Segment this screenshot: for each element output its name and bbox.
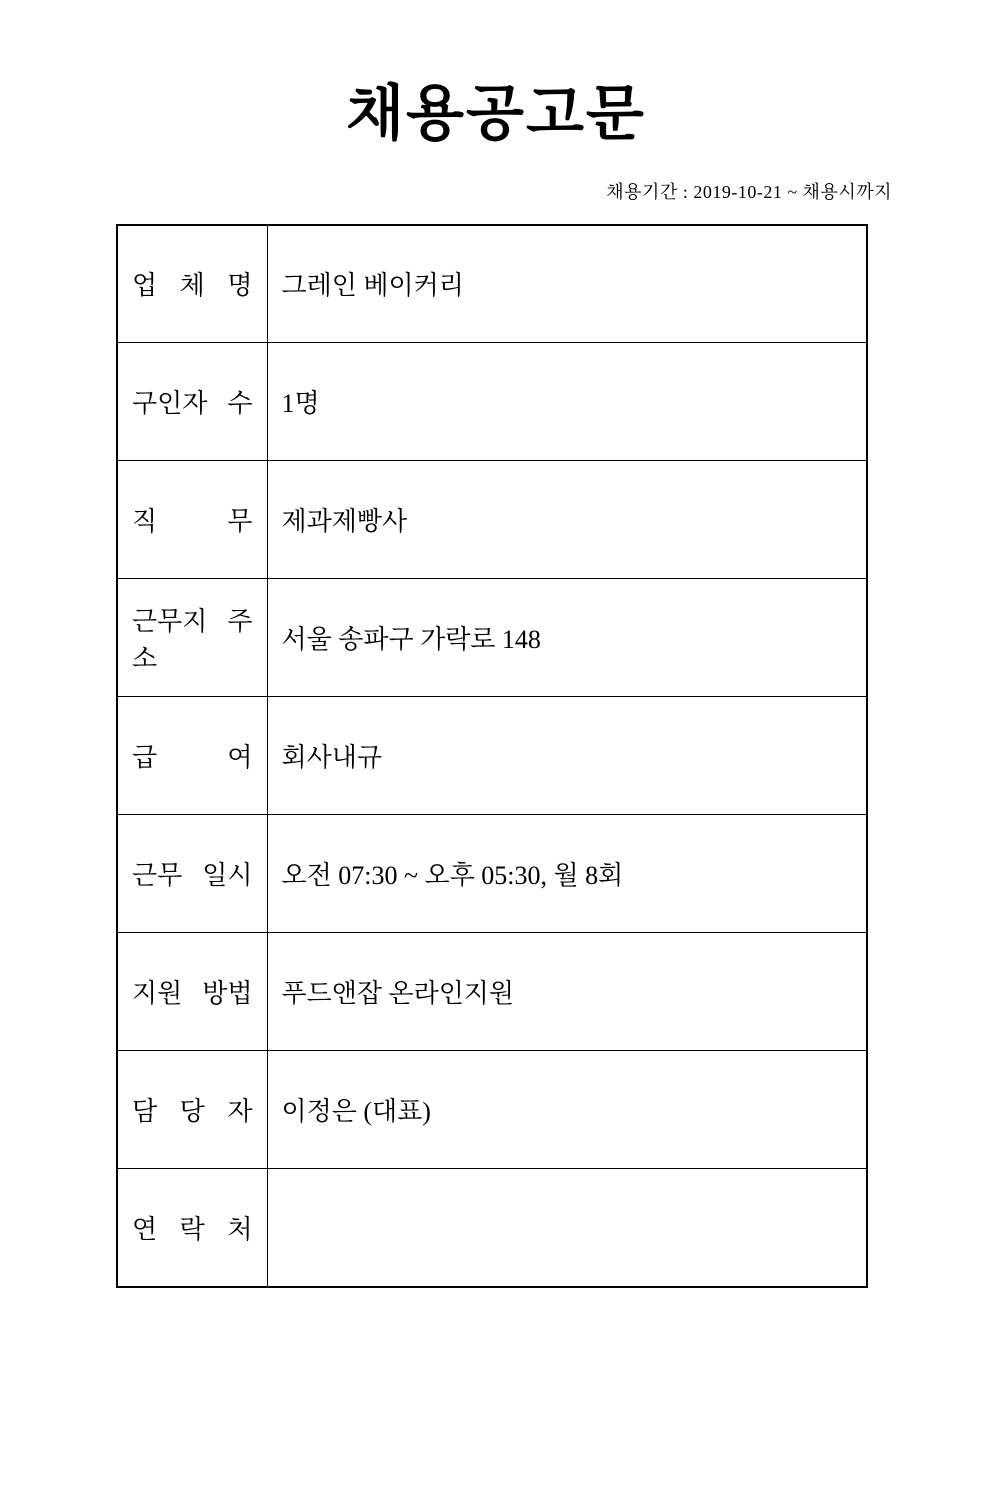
recruitment-period-text: 채용기간 : 2019-10-21 ~ 채용시까지 bbox=[606, 182, 892, 202]
row-value-application-method: 푸드앤잡 온라인지원 bbox=[267, 933, 867, 1051]
row-label-contact-person: 담 당 자 bbox=[117, 1051, 267, 1169]
row-value-headcount: 1명 bbox=[267, 343, 867, 461]
document-page bbox=[0, 81, 992, 1288]
row-value-contact-person: 이정은 (대표) bbox=[267, 1051, 867, 1169]
row-label-company-name: 업 체 명 bbox=[117, 225, 267, 343]
row-label-contact-info: 연 락 처 bbox=[117, 1169, 267, 1287]
row-value-company-name: 그레인 베이커리 bbox=[267, 225, 867, 343]
row-value-job-duty: 제과제빵사 bbox=[267, 461, 867, 579]
page-title: 채용공고문 bbox=[346, 81, 646, 147]
table-row bbox=[117, 461, 867, 579]
row-value-salary: 회사내규 bbox=[267, 697, 867, 815]
row-label-workplace-address: 근무지 주소 bbox=[117, 579, 267, 697]
table-row bbox=[117, 225, 867, 343]
row-label-job-duty: 직 무 bbox=[117, 461, 267, 579]
row-label-application-method: 지원 방법 bbox=[117, 933, 267, 1051]
row-value-workplace-address: 서울 송파구 가락로 148 bbox=[267, 579, 867, 697]
table-row bbox=[117, 343, 867, 461]
table-row bbox=[117, 697, 867, 815]
row-label-work-hours: 근무 일시 bbox=[117, 815, 267, 933]
table-row bbox=[117, 579, 867, 697]
row-value-contact-info bbox=[267, 1169, 867, 1287]
row-label-salary: 급 여 bbox=[117, 697, 267, 815]
table-row bbox=[117, 1051, 867, 1169]
table-row bbox=[117, 1169, 867, 1287]
job-info-table bbox=[116, 224, 868, 1288]
row-value-work-hours: 오전 07:30 ~ 오후 05:30, 월 8회 bbox=[267, 815, 867, 933]
row-label-headcount: 구인자 수 bbox=[117, 343, 267, 461]
table-row bbox=[117, 815, 867, 933]
table-row bbox=[117, 933, 867, 1051]
